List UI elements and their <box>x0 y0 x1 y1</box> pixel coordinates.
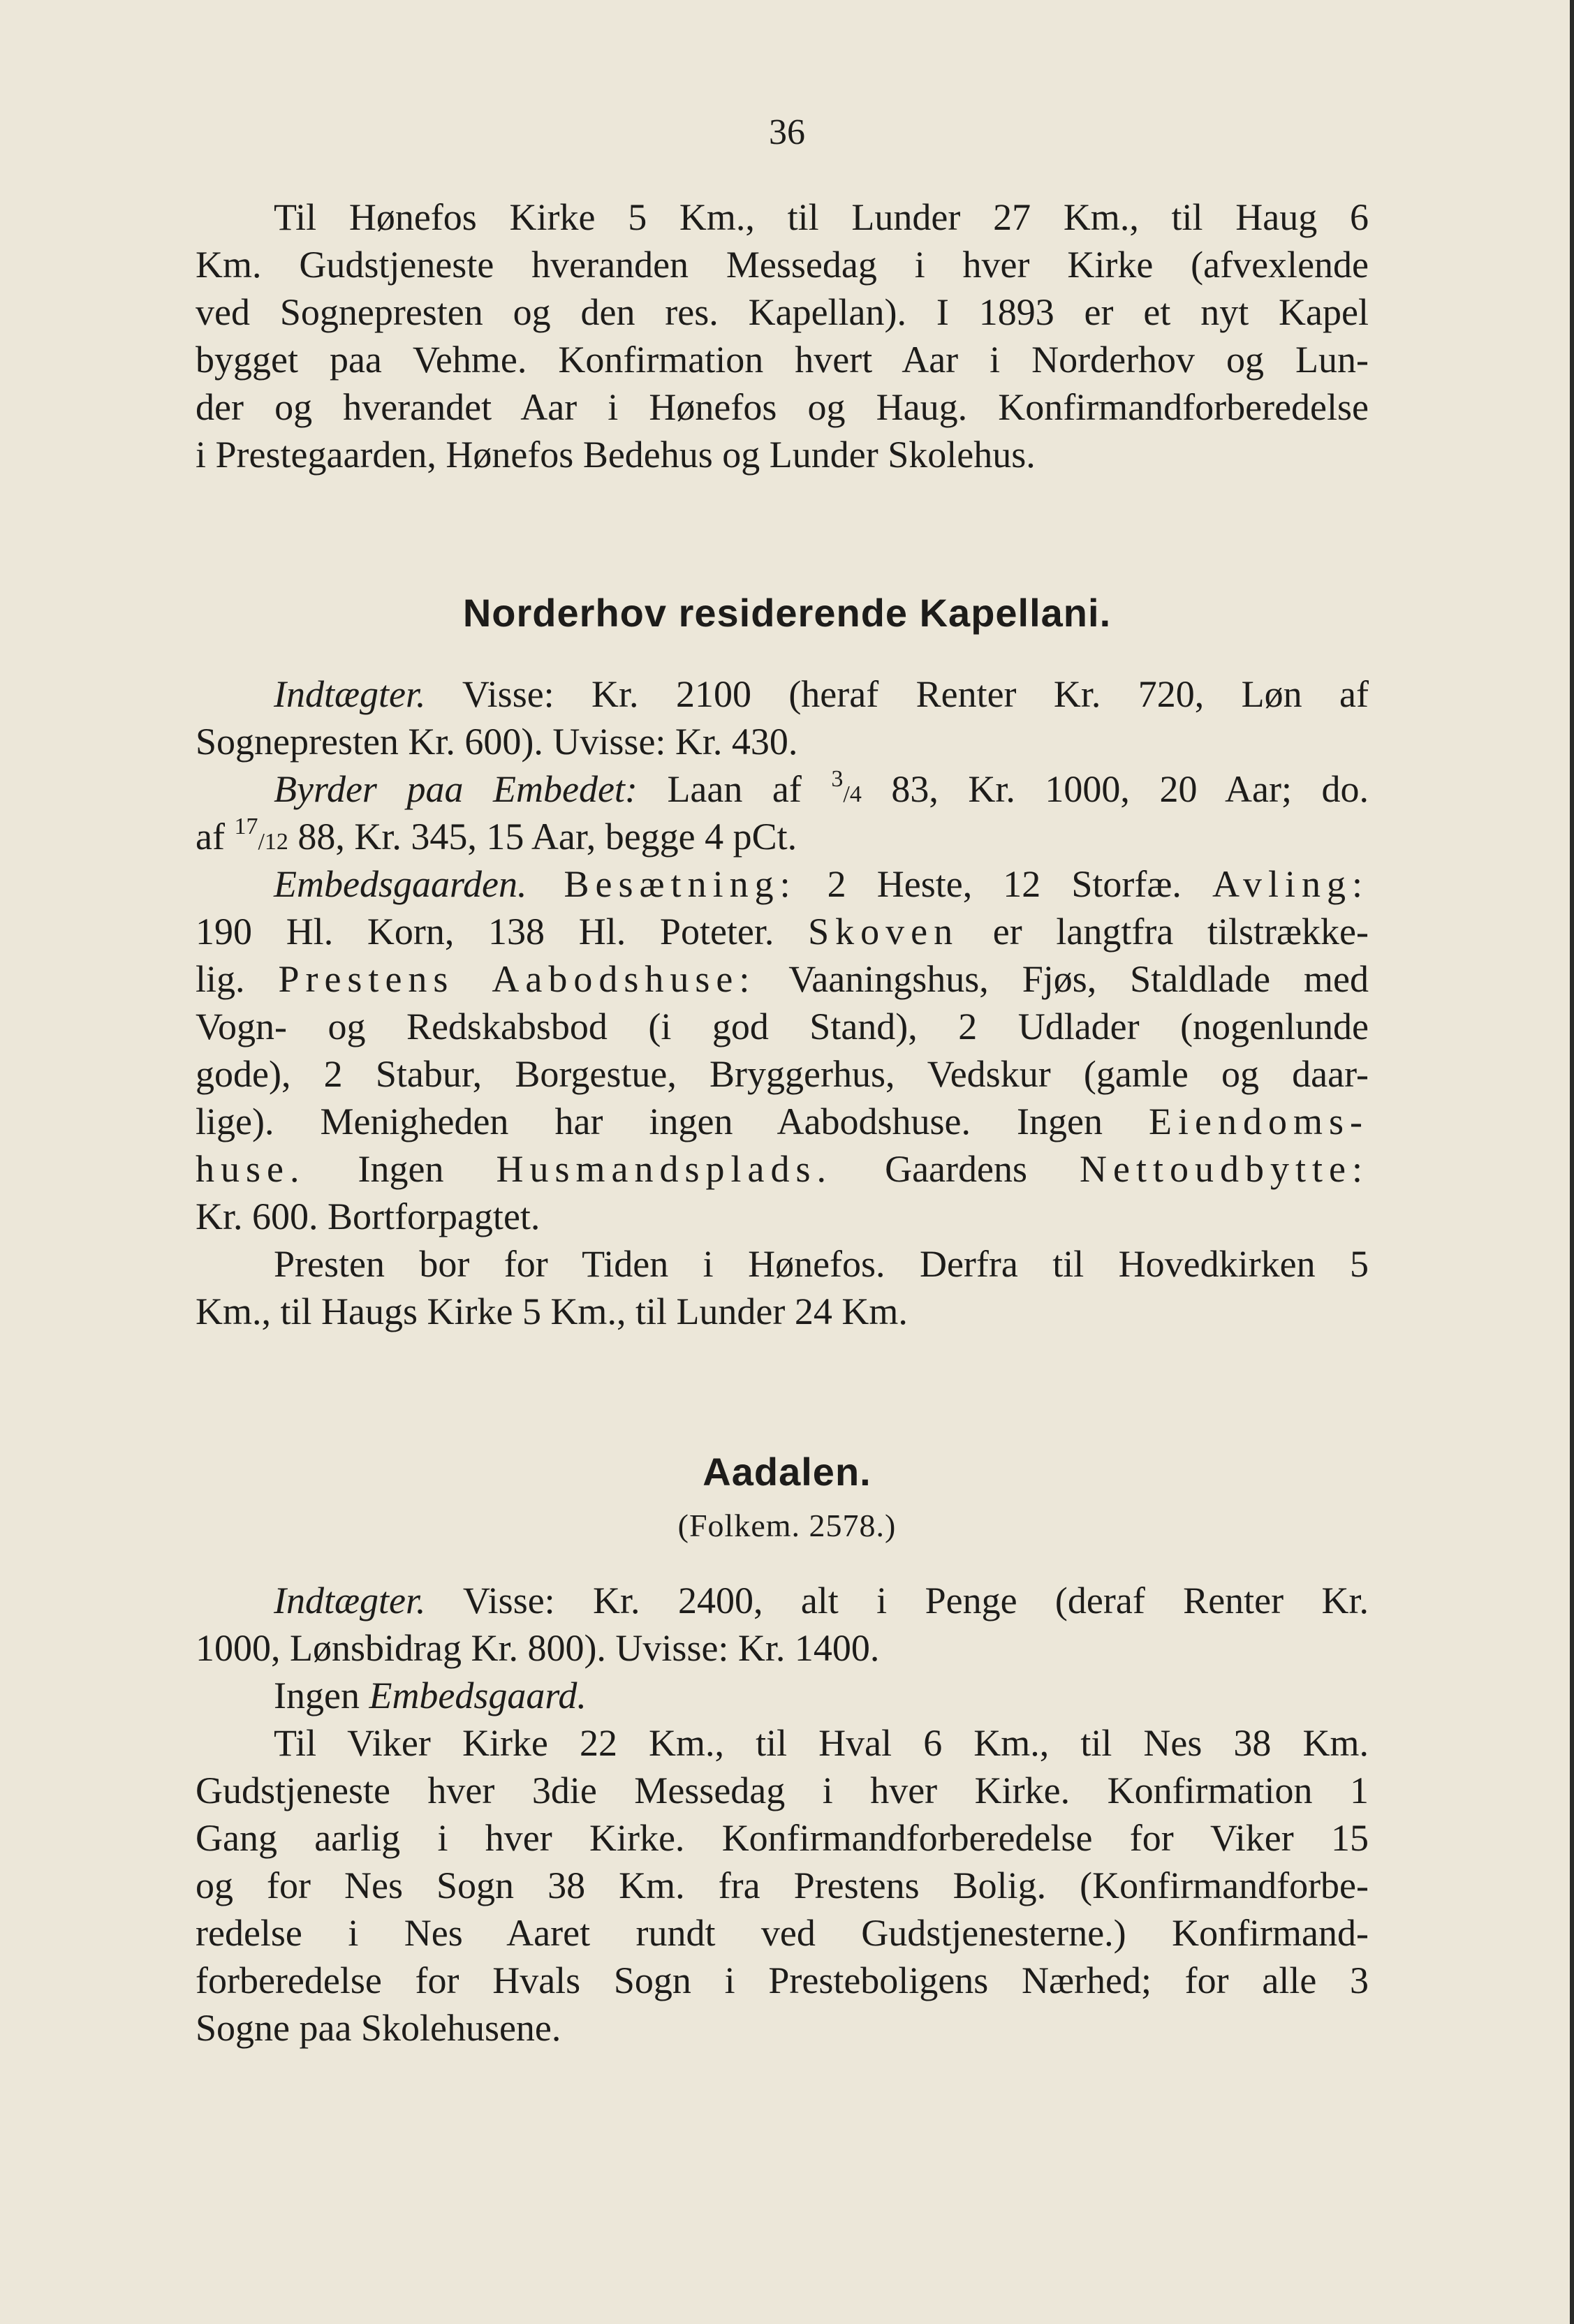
text-line <box>196 670 1369 718</box>
spaced-term: Skoven <box>808 911 959 953</box>
text-line: Km., til Haugs Kirke 5 Km., til Lunder 24 Km. <box>196 1290 908 1332</box>
text-line <box>196 813 1369 860</box>
intro-line: i Prestegaarden, Hønefos Bedehus og Lunder Skolehus. <box>196 434 1036 476</box>
spaced-term: Husmandsplads. <box>496 1148 833 1190</box>
spaced-term: Besætning: <box>527 863 797 905</box>
text-run: lig. <box>196 958 279 1000</box>
text-line <box>196 1098 1369 1145</box>
text-line <box>196 908 1369 955</box>
text-line: 1000, Lønsbidrag Kr. 800). Uvisse: Kr. 1400. <box>196 1627 880 1669</box>
text-line: Kr. 600. Bortforpagtet. <box>196 1196 540 1237</box>
text-line <box>196 765 1369 813</box>
text-line: Gang aarlig i hver Kirke. Konfirmandforberedelse for Viker 15 <box>196 1817 1369 1859</box>
text-line: Til Viker Kirke 22 Km., til Hval 6 Km., til Nes 38 Km. <box>274 1722 1369 1764</box>
text-run: 2 Heste, 12 Storfæ. <box>796 863 1213 905</box>
italic-term: Indtægter. <box>274 1580 426 1621</box>
section-body-norderhov <box>196 670 1369 1335</box>
text-run: Visse: Kr. 2100 (heraf Renter Kr. 720, Løn af <box>425 673 1369 715</box>
fraction-denominator: /4 <box>843 781 862 807</box>
intro-line: Km. Gudstjeneste hveranden Messedag i hver Kirke (afvexlende <box>196 244 1369 286</box>
text-line: forberedelse for Hvals Sogn i Presteboligens Nærhed; for alle 3 <box>196 1959 1369 2001</box>
text-line: Presten bor for Tiden i Hønefos. Derfra til Hovedkirken 5 <box>274 1243 1369 1285</box>
spaced-term: Avling: <box>1212 863 1369 905</box>
text-run: Gaardens <box>832 1148 1080 1190</box>
text-line: og for Nes Sogn 38 Km. fra Prestens Bolig. (Konfirmandforbe- <box>196 1865 1369 1906</box>
spaced-term: huse. <box>196 1148 306 1190</box>
text-line <box>196 1577 1369 1624</box>
text-line <box>196 955 1369 1003</box>
text-run: 83, Kr. 1000, 20 Aar; do. <box>861 768 1369 810</box>
text-run: lige). Menigheden har ingen Aabodshuse. Ingen <box>196 1101 1149 1142</box>
text-line: redelse i Nes Aaret rundt ved Gudstjenesterne.) Konfirmand- <box>196 1912 1369 1954</box>
text-line <box>196 1672 1369 1719</box>
italic-term: Indtægter. <box>274 673 426 715</box>
fraction-numerator: 17 <box>234 814 258 839</box>
text-line <box>196 860 1369 908</box>
text-run: Ingen <box>305 1148 497 1190</box>
text-run: 190 Hl. Korn, 138 Hl. Poteter. <box>196 911 809 953</box>
italic-term: Byrder paa Embedet: <box>274 768 638 810</box>
spaced-term: Eiendoms- <box>1149 1101 1369 1142</box>
text-line: gode), 2 Stabur, Borgestue, Bryggerhus, Vedskur (gamle og daar- <box>196 1053 1369 1095</box>
fraction-numerator: 3 <box>831 766 844 792</box>
section-heading-norderhov: Norderhov residerende Kapellani. <box>462 591 1112 635</box>
text-line: Sognepresten Kr. 600). Uvisse: Kr. 430. <box>196 721 798 763</box>
italic-term: Embedsgaarden. <box>274 863 527 905</box>
text-run: Vaaningshus, Fjøs, Staldlade med <box>756 958 1369 1000</box>
intro-line: bygget paa Vehme. Konfirmation hvert Aar i Norderhov og Lun- <box>196 339 1369 381</box>
text-run: Visse: Kr. 2400, alt i Penge (deraf Renter Kr. <box>425 1580 1369 1621</box>
text-line <box>196 1145 1369 1193</box>
section-body-aadalen <box>196 1577 1369 2052</box>
section-subheading-folkemengde: (Folkem. 2578.) <box>677 1508 897 1543</box>
text-run: er langtfra tilstrække- <box>959 911 1369 953</box>
text-line: Vogn- og Redskabsbod (i god Stand), 2 Udlader (nogenlunde <box>196 1006 1369 1047</box>
page-number: 36 <box>769 112 805 152</box>
text-run: 88, Kr. 345, 15 Aar, begge 4 pCt. <box>288 816 797 858</box>
text-run: Laan af <box>637 768 832 810</box>
text-line: Sogne paa Skolehusene. <box>196 2007 561 2049</box>
italic-term: Embedsgaard. <box>369 1675 587 1716</box>
text-run: Ingen <box>274 1675 369 1716</box>
intro-line: ved Sognepresten og den res. Kapellan). I 1893 er et nyt Kapel <box>196 291 1369 333</box>
intro-line: der og hverandet Aar i Hønefos og Haug. Konfirmandforberedelse <box>196 386 1369 428</box>
intro-line: Til Hønefos Kirke 5 Km., til Lunder 27 Km., til Haug 6 <box>274 196 1369 238</box>
section-heading-aadalen: Aadalen. <box>703 1450 871 1494</box>
text-run: af <box>196 816 235 858</box>
fraction-denominator: /12 <box>258 829 288 855</box>
intro-paragraph <box>196 193 1369 478</box>
spaced-term: Nettoudbytte: <box>1080 1148 1369 1190</box>
text-line: Gudstjeneste hver 3die Messedag i hver Kirke. Konfirmation 1 <box>196 1770 1369 1811</box>
spaced-term: Prestens Aabodshuse: <box>278 958 756 1000</box>
